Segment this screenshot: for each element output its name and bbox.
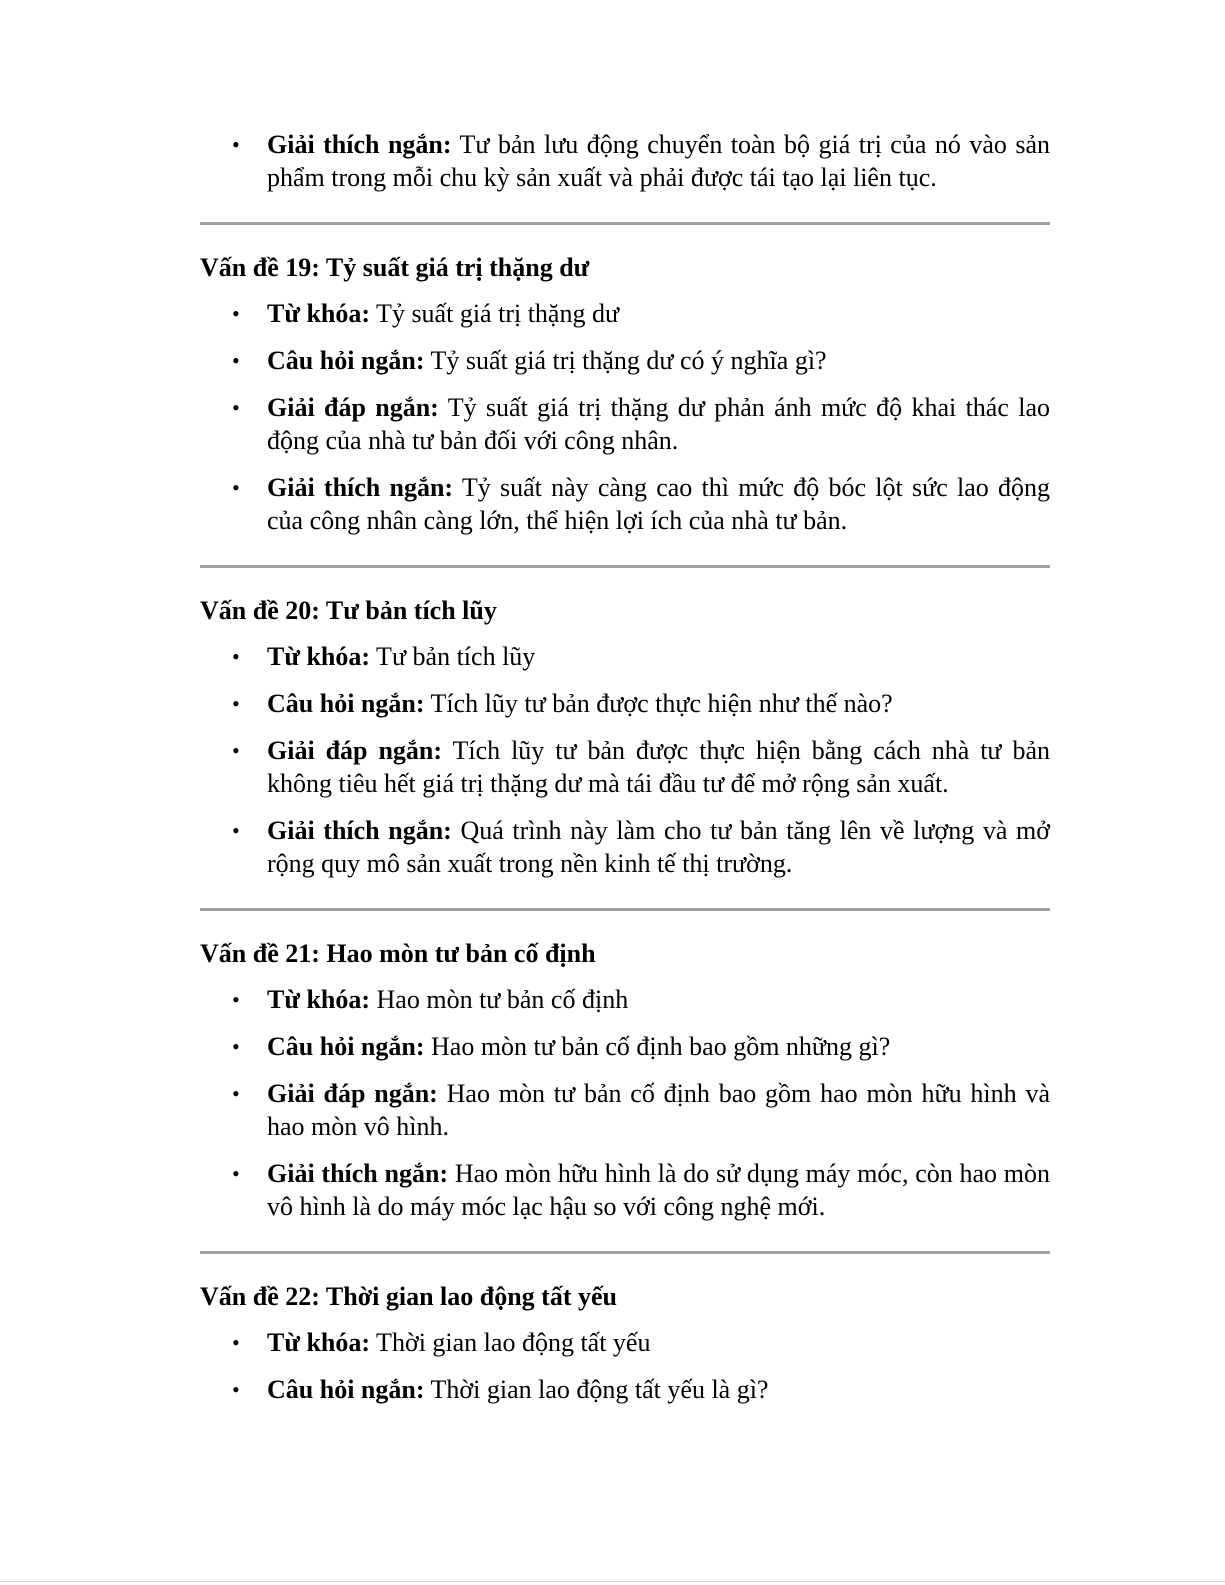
document-page bbox=[200, 128, 1050, 1420]
item-text: Hao mòn tư bản cố định bao gồm những gì? bbox=[424, 1032, 891, 1061]
list-item bbox=[200, 734, 1050, 800]
list-item bbox=[200, 1157, 1050, 1223]
list-item bbox=[200, 687, 1050, 720]
item-label: Câu hỏi ngắn: bbox=[267, 1375, 425, 1404]
list-item bbox=[200, 640, 1050, 673]
item-text: Tích lũy tư bản được thực hiện như thế nào? bbox=[424, 689, 893, 718]
section-title: Vấn đề 22: Thời gian lao động tất yếu bbox=[200, 1282, 617, 1311]
item-label: Giải thích ngắn: bbox=[267, 473, 454, 502]
list-item bbox=[200, 1326, 1050, 1359]
item-text: Hao mòn tư bản cố định bbox=[370, 985, 629, 1014]
bullet: • bbox=[232, 1377, 240, 1402]
item-label: Từ khóa: bbox=[267, 985, 371, 1014]
section-title: Vấn đề 19: Tỷ suất giá trị thặng dư bbox=[200, 253, 590, 282]
item-label: Giải đáp ngắn: bbox=[267, 736, 443, 765]
item-text: Tư bản tích lũy bbox=[370, 642, 536, 671]
item-text: Thời gian lao động tất yếu bbox=[370, 1328, 651, 1357]
section-list bbox=[200, 1326, 1050, 1406]
section-divider bbox=[200, 565, 1050, 568]
list-item bbox=[200, 344, 1050, 377]
section-list bbox=[200, 297, 1050, 537]
section-list bbox=[200, 640, 1050, 880]
bullet: • bbox=[232, 1034, 240, 1059]
bullet: • bbox=[232, 348, 240, 373]
item-label: Giải thích ngắn: bbox=[267, 1159, 449, 1188]
page-bottom-edge bbox=[0, 1581, 1225, 1582]
section-title: Vấn đề 21: Hao mòn tư bản cố định bbox=[200, 939, 596, 968]
section-divider bbox=[200, 222, 1050, 225]
item-text: Quá trình này làm cho tư bản tăng lên về lượng và mở rộng quy mô sản xuất trong nền kinh tế thị trường. bbox=[267, 816, 1051, 878]
bullet: • bbox=[232, 1081, 240, 1106]
item-label: Giải đáp ngắn: bbox=[267, 393, 439, 422]
list-item bbox=[200, 471, 1050, 537]
item-label: Câu hỏi ngắn: bbox=[267, 689, 425, 718]
item-label: Từ khóa: bbox=[267, 299, 371, 328]
item-text: Thời gian lao động tất yếu là gì? bbox=[424, 1375, 769, 1404]
bullet: • bbox=[232, 738, 240, 763]
section-19 bbox=[200, 251, 1050, 537]
bullet: • bbox=[232, 132, 240, 157]
bullet: • bbox=[232, 691, 240, 716]
item-label: Giải thích ngắn: bbox=[267, 130, 452, 159]
item-label: Từ khóa: bbox=[267, 1328, 371, 1357]
item-label: Giải đáp ngắn: bbox=[267, 1079, 438, 1108]
section-21 bbox=[200, 937, 1050, 1223]
bullet: • bbox=[232, 818, 240, 843]
bullet: • bbox=[232, 1330, 240, 1355]
section-title: Vấn đề 20: Tư bản tích lũy bbox=[200, 596, 497, 625]
section-22 bbox=[200, 1280, 1050, 1406]
item-label: Câu hỏi ngắn: bbox=[267, 346, 425, 375]
section-divider bbox=[200, 908, 1050, 911]
list-item bbox=[200, 1030, 1050, 1063]
item-text: Hao mòn hữu hình là do sử dụng máy móc, còn hao mòn vô hình là do máy móc lạc hậu so với công nghệ mới. bbox=[267, 1159, 1050, 1221]
item-label: Giải thích ngắn: bbox=[267, 816, 452, 845]
bullet: • bbox=[232, 987, 240, 1012]
list-item bbox=[200, 814, 1050, 880]
intro-list bbox=[200, 128, 1050, 194]
bullet: • bbox=[232, 1161, 240, 1186]
item-text: Tỷ suất giá trị thặng dư phản ánh mức độ khai thác lao động của nhà tư bản đối với công nhân. bbox=[267, 393, 1050, 455]
item-text: Tích lũy tư bản được thực hiện bằng cách nhà tư bản không tiêu hết giá trị thặng dư mà tái đầu tư để mở rộng sản xuất. bbox=[267, 736, 1050, 798]
bullet: • bbox=[232, 644, 240, 669]
item-label: Từ khóa: bbox=[267, 642, 371, 671]
item-text: Hao mòn tư bản cố định bao gồm hao mòn hữu hình và hao mòn vô hình. bbox=[267, 1079, 1050, 1141]
list-item bbox=[200, 1077, 1050, 1143]
bullet: • bbox=[232, 301, 240, 326]
item-text: Tư bản lưu động chuyển toàn bộ giá trị của nó vào sản phẩm trong mỗi chu kỳ sản xuất và phải được tái tạo lại liên tục. bbox=[267, 130, 1050, 192]
item-text: Tỷ suất giá trị thặng dư có ý nghĩa gì? bbox=[424, 346, 827, 375]
list-item bbox=[200, 297, 1050, 330]
list-item bbox=[200, 1373, 1050, 1406]
list-item bbox=[200, 128, 1050, 194]
section-divider bbox=[200, 1251, 1050, 1254]
list-item bbox=[200, 983, 1050, 1016]
bullet: • bbox=[232, 395, 240, 420]
item-text: Tỷ suất này càng cao thì mức độ bóc lột sức lao động của công nhân càng lớn, thể hiện lợi ích của nhà tư bản. bbox=[267, 473, 1050, 535]
section-20 bbox=[200, 594, 1050, 880]
list-item bbox=[200, 391, 1050, 457]
item-label: Câu hỏi ngắn: bbox=[267, 1032, 425, 1061]
item-text: Tỷ suất giá trị thặng dư bbox=[370, 299, 620, 328]
bullet: • bbox=[232, 475, 240, 500]
section-list bbox=[200, 983, 1050, 1223]
